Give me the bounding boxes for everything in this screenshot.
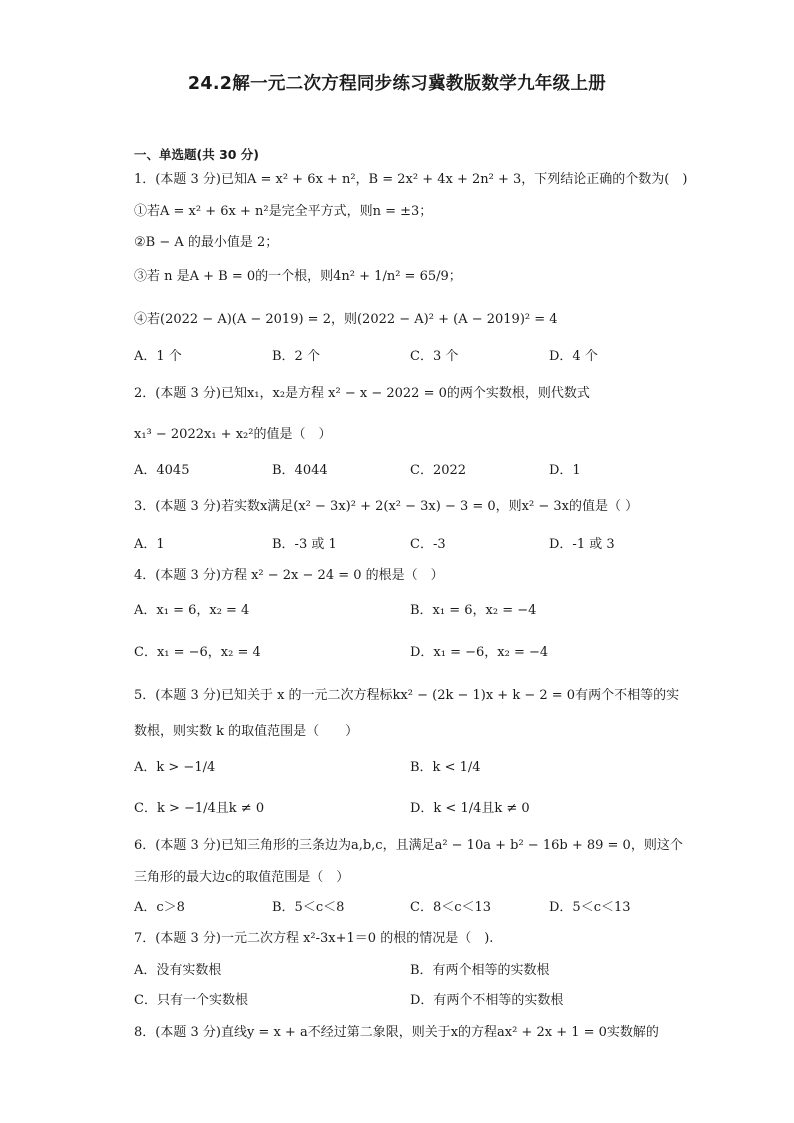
question-6-option-b: B．5＜c＜8 [272, 900, 345, 915]
question-3-option-a: A．1 [134, 537, 165, 552]
question-7-stem: 7．(本题 3 分)一元二次方程 x²-3x+1＝0 的根的情况是（ ). [134, 931, 494, 946]
question-3-stem: 3．(本题 3 分)若实数x满足(x² − 3x)² + 2(x² − 3x) − 3 = 0，则x² − 3x的值是（ ） [134, 499, 639, 514]
question-3-option-d: D．-1 或 3 [549, 537, 615, 552]
question-4-option-a: A．x₁ = 6，x₂ = 4 [134, 603, 250, 618]
question-1-option-d: D．4 个 [549, 349, 598, 364]
question-2-option-d: D．1 [549, 463, 581, 478]
question-2-option-a: A．4045 [134, 463, 190, 478]
question-1-statement-3: ③若 n 是A + B = 0的一个根，则4n² + 1/n² = 65/9； [134, 269, 462, 284]
question-1-stem: 1．(本题 3 分)已知A = x² + 6x + n²，B = 2x² + 4x + 2n² + 3，下列结论正确的个数为( ) [134, 172, 688, 187]
question-5-option-a: A．k > −1/4 [134, 760, 216, 775]
question-2-stem: 2．(本题 3 分)已知x₁，x₂是方程 x² − x − 2022 = 0的两个实数根，则代数式 [134, 386, 590, 401]
question-1-option-a: A．1 个 [134, 349, 182, 364]
question-1-option-c: C．3 个 [410, 349, 459, 364]
question-3-option-b: B．-3 或 1 [272, 537, 337, 552]
question-5-option-d: D．k < 1/4且k ≠ 0 [410, 801, 530, 816]
question-7-option-c: C．只有一个实数根 [134, 993, 248, 1008]
question-8-stem: 8．(本题 3 分)直线y = x + a不经过第二象限，则关于x的方程ax² + 2x + 1 = 0实数解的 [134, 1025, 659, 1040]
question-1-statement-4: ④若(2022 − A)(A − 2019) = 2，则(2022 − A)² + (A − 2019)² = 4 [134, 312, 558, 327]
question-1-statement-1: ①若A = x² + 6x + n²是完全平方式，则n = ±3； [134, 204, 433, 219]
question-1-statement-2: ②B − A 的最小值是 2； [134, 235, 279, 250]
question-6-option-c: C．8＜c＜13 [410, 900, 492, 915]
question-2-option-b: B．4044 [272, 463, 328, 478]
question-5-option-b: B．k < 1/4 [410, 760, 481, 775]
question-7-option-a: A．没有实数根 [134, 963, 222, 978]
question-7-option-b: B．有两个相等的实数根 [410, 963, 550, 978]
question-2-stem-cont: x₁³ − 2022x₁ + x₂²的值是（ ） [134, 427, 332, 442]
question-6-option-d: D．5＜c＜13 [549, 900, 631, 915]
question-4-stem: 4．(本题 3 分)方程 x² − 2x − 24 = 0 的根是（ ） [134, 568, 444, 583]
question-3-option-c: C．-3 [410, 537, 446, 552]
question-6-stem-cont: 三角形的最大边c的取值范围是（ ） [134, 870, 350, 885]
question-7-option-d: D．有两个不相等的实数根 [410, 993, 564, 1008]
question-4-option-c: C．x₁ = −6，x₂ = 4 [134, 645, 261, 660]
question-5-option-c: C．k > −1/4且k ≠ 0 [134, 801, 265, 816]
question-4-option-d: D．x₁ = −6，x₂ = −4 [410, 645, 549, 660]
question-6-option-a: A．c＞8 [134, 900, 185, 915]
question-5-stem: 5．(本题 3 分)已知关于 x 的一元二次方程标kx² − (2k − 1)x + k − 2 = 0有两个不相等的实 [134, 688, 680, 703]
question-2-option-c: C．2022 [410, 463, 467, 478]
question-4-option-b: B．x₁ = 6，x₂ = −4 [410, 603, 537, 618]
page-title: 24.2解一元二次方程同步练习冀教版数学九年级上册 [187, 74, 607, 94]
section-heading: 一、单选题(共 30 分) [134, 147, 260, 162]
question-1-option-b: B．2 个 [272, 349, 320, 364]
question-6-stem: 6．(本题 3 分)已知三角形的三条边为a,b,c，且满足a² − 10a + b² − 16b + 89 = 0，则这个 [134, 838, 683, 853]
question-5-stem-cont: 数根，则实数 k 的取值范围是（ ） [134, 724, 359, 739]
